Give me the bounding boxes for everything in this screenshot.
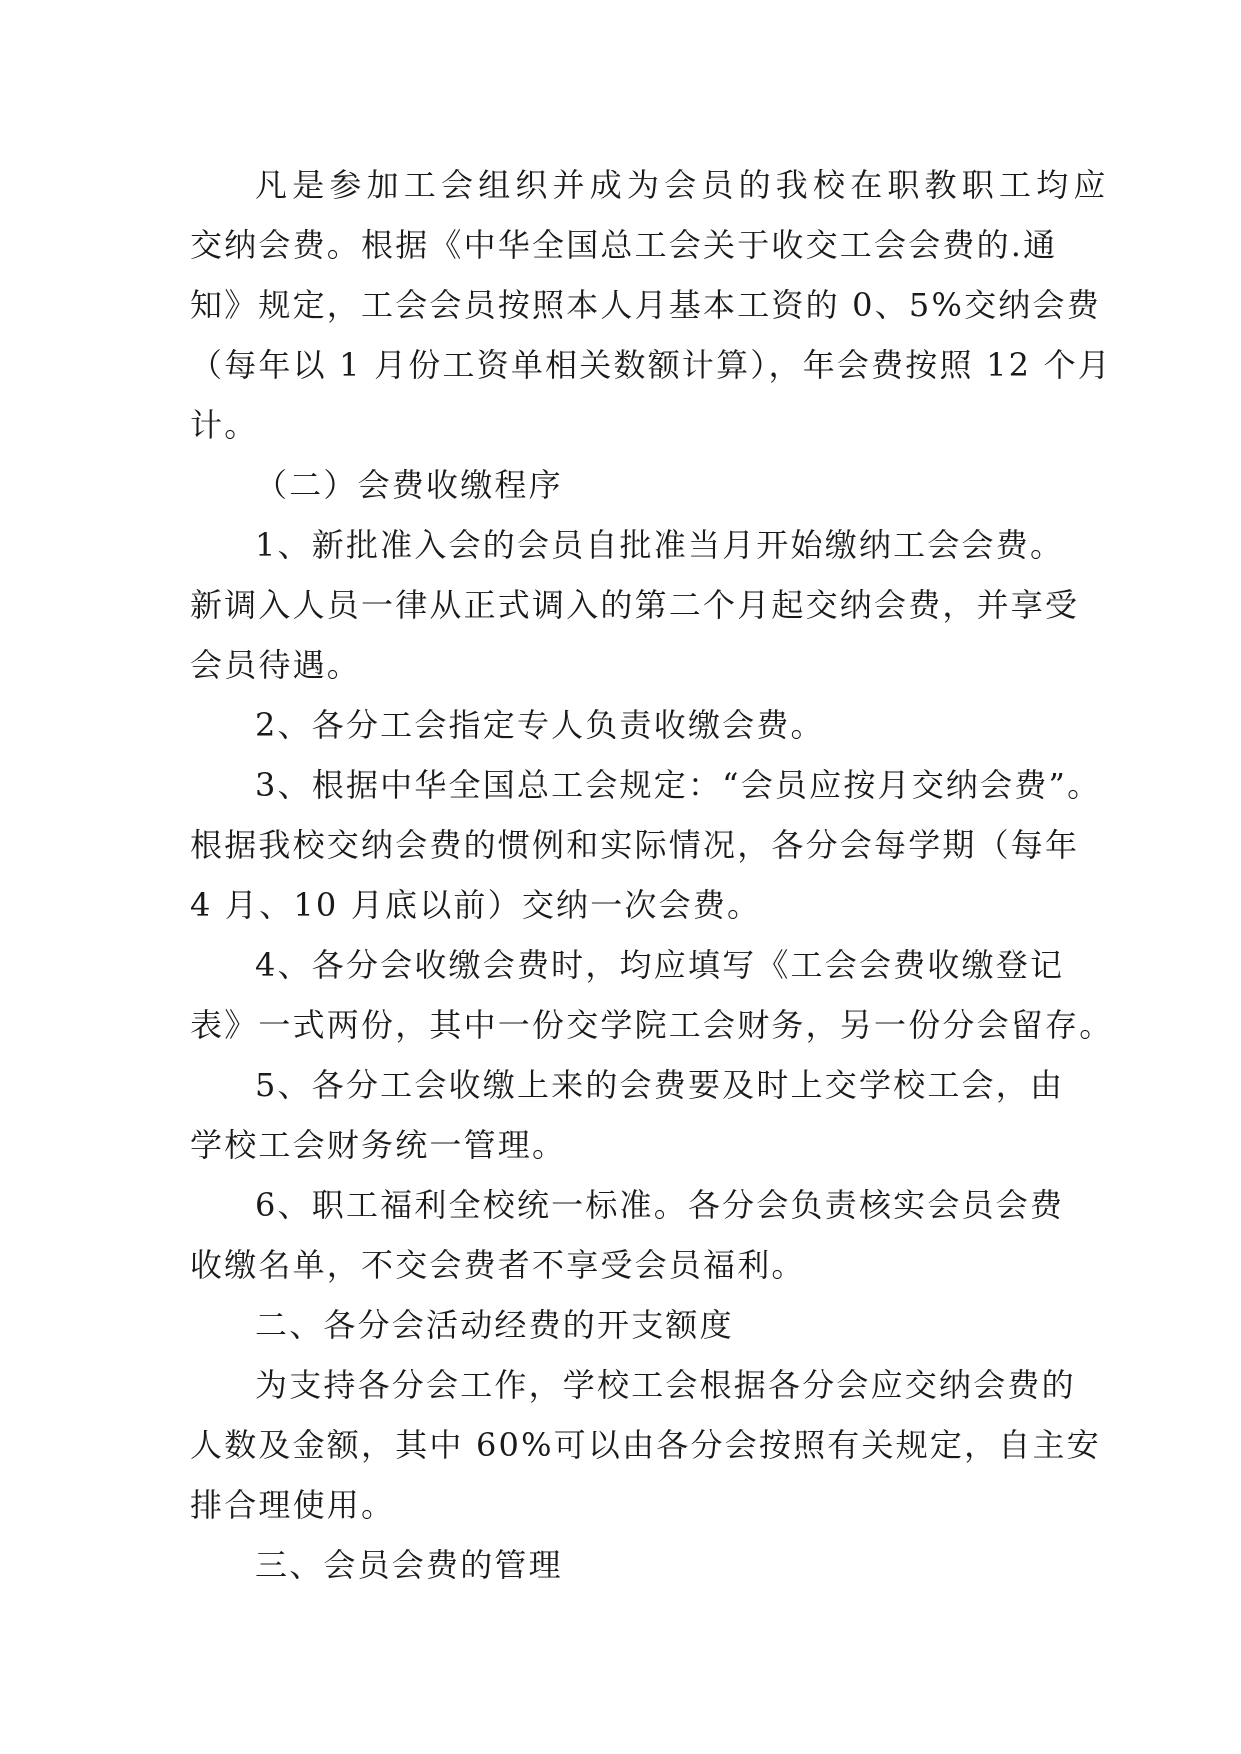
- paragraph-line: 为支持各分会工作，学校工会根据各分会应交纳会费的: [255, 1366, 1076, 1404]
- paragraph-line: 人数及金额，其中 60%可以由各分会按照有关规定，自主安: [190, 1426, 1101, 1464]
- paragraph-line: 排合理使用。: [190, 1486, 396, 1524]
- paragraph-line: 表》一式两份，其中一份交学院工会财务，另一份分会留存。: [190, 1006, 1114, 1044]
- paragraph-line: 会员待遇。: [190, 646, 362, 684]
- paragraph-line: 新调入人员一律从正式调入的第二个月起交纳会费，并享受: [190, 586, 1080, 624]
- paragraph-line: 4、各分会收缴会费时，均应填写《工会会费收缴登记: [255, 946, 1065, 984]
- section-heading: 二、各分会活动经费的开支额度: [255, 1306, 734, 1344]
- paragraph-line: 凡是参加工会组织并成为会员的我校在职教职工均应: [255, 166, 1111, 204]
- paragraph-line: 收缴名单，不交会费者不享受会员福利。: [190, 1246, 806, 1284]
- paragraph-line: 1、新批准入会的会员自批准当月开始缴纳工会会费。: [255, 526, 1065, 564]
- paragraph-line: 学校工会财务统一管理。: [190, 1126, 567, 1164]
- paragraph-line: 交纳会费。根据《中华全国总工会关于收交工会会费的.通: [190, 226, 1058, 264]
- paragraph-line: 6、职工福利全校统一标准。各分会负责核实会员会费: [255, 1186, 1065, 1224]
- paragraph-line: 知》规定，工会会员按照本人月基本工资的 0、5%交纳会费: [190, 286, 1101, 324]
- paragraph-line: 4 月、10 月底以前）交纳一次会费。: [190, 886, 762, 924]
- paragraph-line: 计。: [190, 406, 259, 444]
- paragraph-line: 5、各分工会收缴上来的会费要及时上交学校工会，由: [255, 1066, 1065, 1104]
- paragraph-line: 3、根据中华全国总工会规定：“会员应按月交纳会费”。: [255, 766, 1102, 804]
- paragraph-line: （每年以 1 月份工资单相关数额计算），年会费按照 12 个月: [190, 346, 1112, 384]
- paragraph-line: 2、各分工会指定专人负责收缴会费。: [255, 706, 825, 744]
- paragraph-line: 根据我校交纳会费的惯例和实际情况，各分会每学期（每年: [190, 826, 1080, 864]
- section-heading: （二）会费收缴程序: [255, 466, 563, 504]
- section-heading: 三、会员会费的管理: [255, 1546, 563, 1584]
